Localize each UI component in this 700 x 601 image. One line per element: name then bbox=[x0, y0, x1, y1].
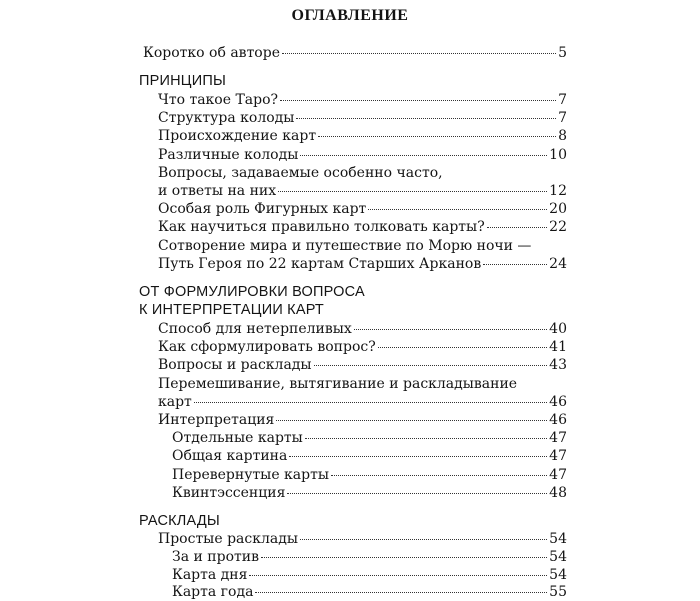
dot-leader bbox=[280, 100, 556, 101]
toc-entry-page: 7 bbox=[558, 110, 567, 126]
dot-leader bbox=[314, 365, 548, 366]
dot-leader bbox=[318, 136, 556, 137]
toc-entry-page: 46 bbox=[549, 412, 567, 428]
dot-leader bbox=[289, 456, 547, 457]
toc-entry bbox=[158, 255, 567, 273]
toc-entry-page: 47 bbox=[549, 430, 567, 446]
toc-entry-text: Перевернутые карты bbox=[172, 467, 330, 483]
toc-entry bbox=[158, 411, 567, 429]
dot-leader bbox=[276, 420, 547, 421]
toc-entry-text: Как научиться правильно толковать карты? bbox=[158, 219, 485, 235]
toc-entry-page: 55 bbox=[549, 584, 567, 600]
toc-entry-text: Коротко об авторе bbox=[143, 45, 280, 61]
toc-entry-text: Способ для нетерпеливых bbox=[158, 321, 352, 337]
toc-entry-page: 5 bbox=[558, 45, 567, 61]
toc-entry-page: 8 bbox=[558, 128, 567, 144]
toc-entry-text: Как сформулировать вопрос? bbox=[158, 339, 376, 355]
toc-entry-text: Общая картина bbox=[172, 448, 288, 464]
page-title: ОГЛАВЛЕНИЕ bbox=[291, 7, 409, 24]
dot-leader bbox=[194, 402, 547, 403]
toc-entry-page: 48 bbox=[549, 485, 567, 501]
toc-subentry bbox=[172, 548, 567, 566]
toc-entry bbox=[158, 91, 567, 109]
toc-entry-text: Квинтэссенция bbox=[172, 485, 286, 501]
toc-entry-text: Различные колоды bbox=[158, 147, 299, 163]
toc-entry bbox=[158, 127, 567, 145]
toc-entry-page: 54 bbox=[549, 549, 567, 565]
toc-entry-text: Карта дня bbox=[172, 567, 248, 583]
toc-entry-page: 47 bbox=[549, 448, 567, 464]
dot-leader bbox=[378, 347, 547, 348]
dot-leader bbox=[282, 53, 556, 54]
toc-entry-text: Что такое Таро? bbox=[158, 92, 279, 108]
dot-leader bbox=[368, 209, 547, 210]
toc-subentry bbox=[172, 466, 567, 484]
toc-entry-page: 20 bbox=[549, 201, 567, 217]
toc-entry-text: Карта года bbox=[172, 584, 254, 600]
dot-leader bbox=[331, 475, 547, 476]
toc-entry-page: 46 bbox=[549, 394, 567, 410]
toc-entry-text: Путь Героя по 22 картам Старших Арканов bbox=[158, 256, 482, 272]
dot-leader bbox=[249, 575, 547, 576]
toc-entry bbox=[158, 320, 567, 338]
toc-entry-text: карт bbox=[158, 394, 192, 410]
toc-entry-page: 54 bbox=[549, 567, 567, 583]
section-heading: РАСКЛАДЫ bbox=[139, 513, 220, 529]
toc-entry bbox=[158, 218, 567, 236]
toc-entry-text: Интерпретация bbox=[158, 412, 275, 428]
toc-entry-text: За и против bbox=[172, 549, 259, 565]
toc-entry-text: Вопросы и расклады bbox=[158, 357, 312, 373]
section-heading: ПРИНЦИПЫ bbox=[139, 73, 226, 89]
toc-subentry bbox=[172, 583, 567, 601]
dot-leader bbox=[255, 592, 547, 593]
dot-leader bbox=[278, 191, 547, 192]
dot-leader bbox=[305, 438, 547, 439]
toc-entry-text: Структура колоды bbox=[158, 110, 295, 126]
toc-entry-page: 24 bbox=[549, 256, 567, 272]
toc-entry-text: Происхождение карт bbox=[158, 128, 317, 144]
toc-entry-page: 47 bbox=[549, 467, 567, 483]
toc-entry-page: 12 bbox=[549, 183, 567, 199]
toc-entry-page: 10 bbox=[549, 147, 567, 163]
toc-entry-page: 22 bbox=[549, 219, 567, 235]
toc-entry-text-line: Сотворение мира и путешествие по Морю ночи — bbox=[158, 238, 532, 254]
toc-entry bbox=[158, 393, 567, 411]
toc-subentry bbox=[172, 429, 567, 447]
toc-entry-text-line: Перемешивание, вытягивание и раскладывание bbox=[158, 376, 518, 392]
toc-entry bbox=[158, 182, 567, 200]
dot-leader bbox=[287, 493, 547, 494]
toc-entry bbox=[158, 338, 567, 356]
toc-entry bbox=[158, 146, 567, 164]
toc-entry-page: 7 bbox=[558, 92, 567, 108]
toc-entry-text: Простые расклады bbox=[158, 531, 298, 547]
toc-entry-text: Отдельные карты bbox=[172, 430, 303, 446]
toc-entry bbox=[158, 200, 567, 218]
dot-leader bbox=[487, 227, 547, 228]
toc-entry-page: 43 bbox=[549, 357, 567, 373]
dot-leader bbox=[483, 264, 547, 265]
toc-entry-text: Особая роль Фигурных карт bbox=[158, 201, 367, 217]
toc-entry-text-line: Вопросы, задаваемые особенно часто, bbox=[158, 165, 443, 181]
section-heading: ОТ ФОРМУЛИРОВКИ ВОПРОСА bbox=[139, 284, 365, 300]
toc-entry-about-author bbox=[143, 44, 567, 62]
section-heading: К ИНТЕРПРЕТАЦИИ КАРТ bbox=[139, 302, 324, 318]
toc-entry bbox=[158, 530, 567, 548]
toc-entry-text: и ответы на них bbox=[158, 183, 277, 199]
toc-entry-page: 41 bbox=[549, 339, 567, 355]
dot-leader bbox=[296, 118, 556, 119]
dot-leader bbox=[300, 155, 547, 156]
toc-entry-page: 40 bbox=[549, 321, 567, 337]
toc-subentry bbox=[172, 447, 567, 465]
toc-entry bbox=[158, 109, 567, 127]
dot-leader bbox=[300, 539, 547, 540]
dot-leader bbox=[261, 557, 547, 558]
dot-leader bbox=[354, 329, 547, 330]
toc-entry-page: 54 bbox=[549, 531, 567, 547]
toc-subentry bbox=[172, 484, 567, 502]
toc-subentry bbox=[172, 566, 567, 584]
toc-entry bbox=[158, 356, 567, 374]
